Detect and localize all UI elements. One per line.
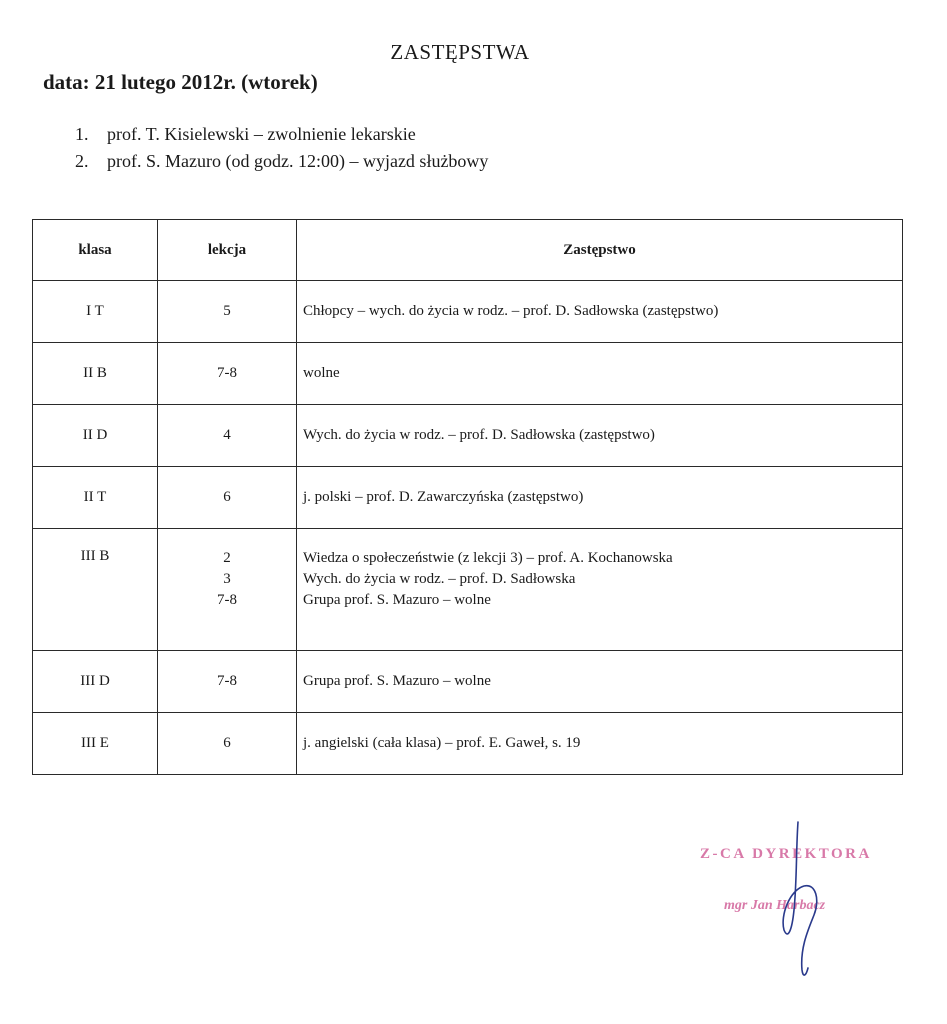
cell-lekcja <box>158 529 297 651</box>
header-zastepstwo: Zastępstwo <box>297 220 903 281</box>
list-item <box>75 121 488 148</box>
table-row <box>33 713 903 775</box>
substitution-table <box>32 219 903 775</box>
cell-zastepstwo: Wych. do życia w rodz. – prof. D. Sadłowska (zastępstwo) <box>297 405 903 467</box>
list-item <box>75 148 488 175</box>
absence-list <box>75 121 488 175</box>
date-heading: data: 21 lutego 2012r. (wtorek) <box>43 70 318 94</box>
cell-klasa: III E <box>33 713 158 775</box>
cell-lekcja: 6 <box>158 467 297 529</box>
cell-klasa: III B <box>33 529 158 651</box>
cell-zastepstwo: wolne <box>297 343 903 405</box>
list-number: 2. <box>75 151 89 171</box>
cell-lekcja: 4 <box>158 405 297 467</box>
absence-text: prof. T. Kisielewski – zwolnienie lekarskie <box>107 124 416 144</box>
cell-zastepstwo: j. angielski (cała klasa) – prof. E. Gaweł, s. 19 <box>297 713 903 775</box>
cell-klasa: II T <box>33 467 158 529</box>
cell-zastepstwo: Chłopcy – wych. do życia w rodz. – prof. D. Sadłowska (zastępstwo) <box>297 281 903 343</box>
page-title: ZASTĘPSTWA <box>390 40 530 64</box>
stamp-name: mgr Jan Harbacz <box>724 898 826 913</box>
header-klasa: klasa <box>33 220 158 281</box>
cell-klasa: III D <box>33 651 158 713</box>
cell-lekcja: 6 <box>158 713 297 775</box>
cell-lekcja: 5 <box>158 281 297 343</box>
lekcja-line: 2 <box>223 550 231 566</box>
cell-zastepstwo <box>297 529 903 651</box>
absence-text: prof. S. Mazuro (od godz. 12:00) – wyjazd służbowy <box>107 151 489 171</box>
cell-lekcja: 7-8 <box>158 343 297 405</box>
desc-line: Grupa prof. S. Mazuro – wolne <box>303 592 491 608</box>
stamp-title: Z-CA DYREKTORA <box>700 846 872 862</box>
cell-lekcja: 7-8 <box>158 651 297 713</box>
table-row <box>33 405 903 467</box>
table-row <box>33 281 903 343</box>
table-header-row <box>33 220 903 281</box>
cell-klasa: II B <box>33 343 158 405</box>
table-row <box>33 467 903 529</box>
table-row <box>33 651 903 713</box>
lekcja-line: 3 <box>223 571 231 587</box>
header-lekcja: lekcja <box>158 220 297 281</box>
table-row <box>33 529 903 651</box>
lekcja-line: 7-8 <box>217 592 237 608</box>
cell-zastepstwo: j. polski – prof. D. Zawarczyńska (zastępstwo) <box>297 467 903 529</box>
signature-icon <box>770 820 830 980</box>
table-row <box>33 343 903 405</box>
cell-zastepstwo: Grupa prof. S. Mazuro – wolne <box>297 651 903 713</box>
cell-klasa: I T <box>33 281 158 343</box>
list-number: 1. <box>75 124 89 144</box>
desc-line: Wiedza o społeczeństwie (z lekcji 3) – prof. A. Kochanowska <box>303 550 673 566</box>
cell-klasa: II D <box>33 405 158 467</box>
desc-line: Wych. do życia w rodz. – prof. D. Sadłowska <box>303 571 576 587</box>
